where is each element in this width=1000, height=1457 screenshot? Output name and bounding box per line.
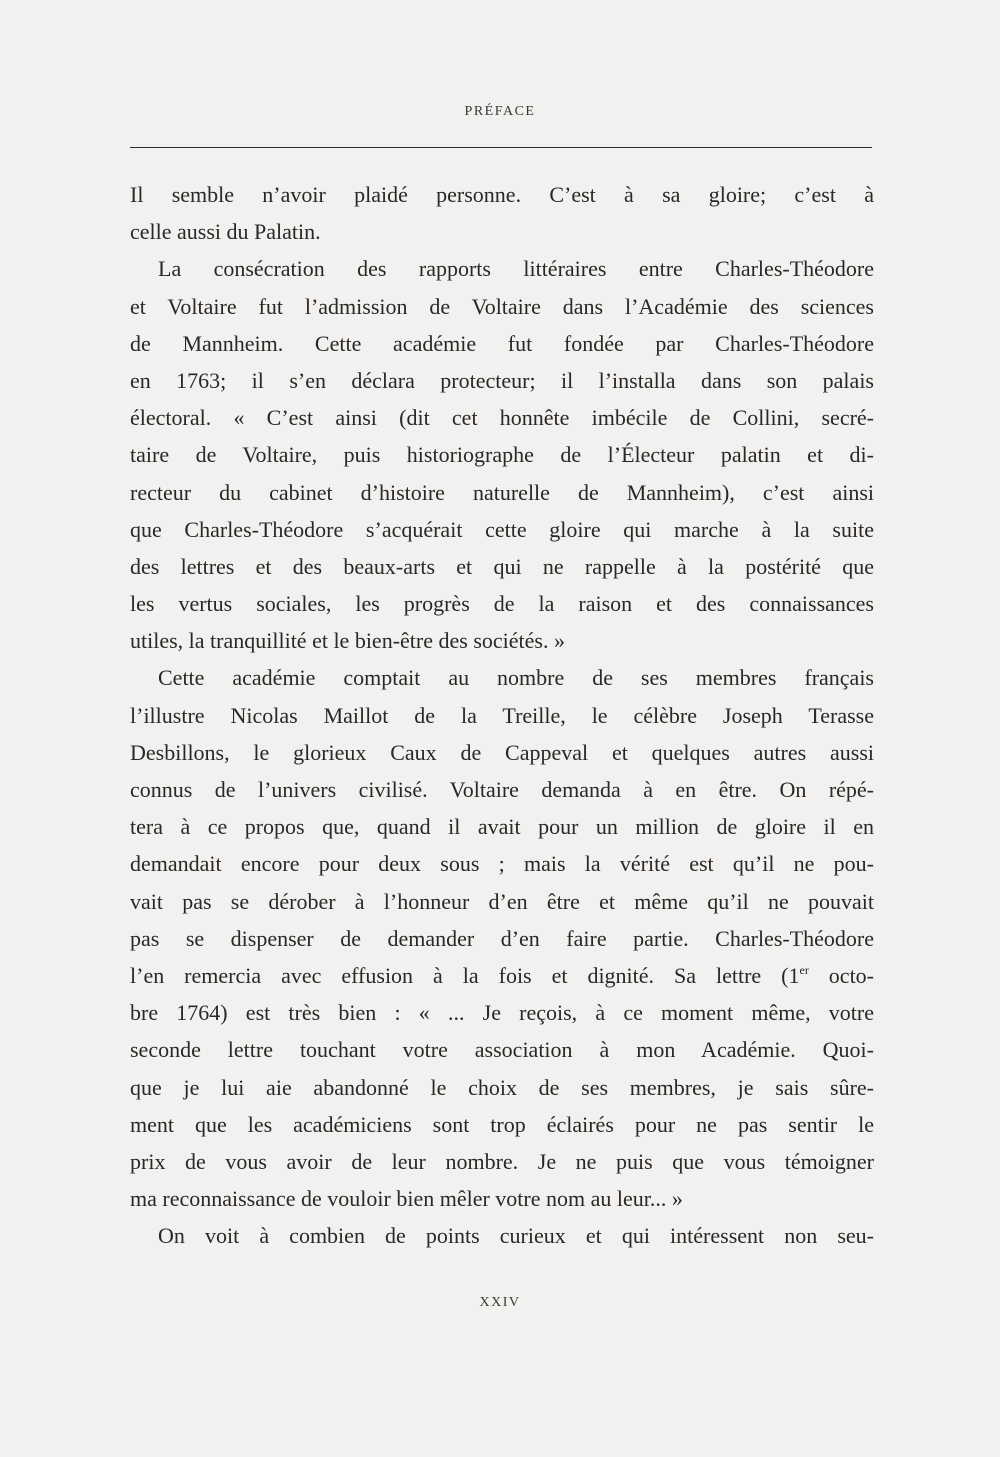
text-line: La consécration des rapports littéraires entre Charles-Théodore	[158, 256, 874, 282]
text-line: tera à ce propos que, quand il avait pour un million de gloire il en	[130, 814, 874, 840]
text-segment: octo-	[808, 962, 875, 988]
text-line-with-superscript	[130, 957, 874, 994]
text-line: l’illustre Nicolas Maillot de la Treille, le célèbre Joseph Terasse	[130, 702, 874, 728]
text-line: vait pas se dérober à l’honneur d’en être et même qu’il ne pouvait	[130, 888, 874, 914]
text-line: seconde lettre touchant votre association à mon Académie. Quoi-	[130, 1037, 874, 1063]
text-line: que je lui aie abandonné le choix de ses membres, je sais sûre-	[130, 1074, 874, 1100]
text-line: en 1763; il s’en déclara protecteur; il l’installa dans son palais	[130, 367, 874, 393]
text-line: celle aussi du Palatin.	[130, 219, 321, 245]
text-line: que Charles-Théodore s’acquérait cette gloire qui marche à la suite	[130, 516, 874, 542]
text-line: les vertus sociales, les progrès de la raison et des connaissances	[130, 591, 874, 617]
text-line: pas se dispenser de demander d’en faire partie. Charles-Théodore	[130, 925, 874, 951]
text-line: bre 1764) est très bien : « ... Je reçois, à ce moment même, votre	[130, 1000, 874, 1026]
text-line: ma reconnaissance de vouloir bien mêler votre nom au leur... »	[130, 1186, 683, 1212]
text-line: connus de l’univers civilisé. Voltaire demanda à en être. On répé-	[130, 777, 874, 802]
text-line: et Voltaire fut l’admission de Voltaire dans l’Académie des sciences	[130, 293, 874, 319]
text-line: Cette académie comptait au nombre de ses membres français	[158, 665, 874, 691]
text-segment: l’en remercia avec effusion à la fois et dignité. Sa lettre (1	[130, 962, 800, 988]
superscript: er	[799, 962, 809, 977]
page-number: XXIV	[479, 1295, 521, 1310]
text-line: prix de vous avoir de leur nombre. Je ne puis que vous témoigner	[130, 1148, 874, 1174]
text-line: Desbillons, le glorieux Caux de Cappeval et quelques autres aussi	[130, 739, 874, 765]
text-line: de Mannheim. Cette académie fut fondée par Charles-Théodore	[130, 330, 874, 356]
text-line: électoral. « C’est ainsi (dit cet honnête imbécile de Collini, secré-	[130, 405, 874, 431]
text-line: demandait encore pour deux sous ; mais la vérité est qu’il ne pou-	[130, 851, 874, 877]
text-line: Il semble n’avoir plaidé personne. C’est à sa gloire; c’est à	[130, 182, 874, 207]
body-text	[130, 176, 874, 1254]
text-line: ment que les académiciens sont trop éclairés pour ne pas sentir le	[130, 1111, 874, 1137]
text-line: recteur du cabinet d’histoire naturelle de Mannheim), c’est ainsi	[130, 479, 874, 505]
header-rule	[130, 147, 872, 148]
text-line: On voit à combien de points curieux et qui intéressent non seu-	[158, 1223, 874, 1249]
text-line: utiles, la tranquillité et le bien-être des sociétés. »	[130, 628, 565, 654]
text-line: des lettres et des beaux-arts et qui ne rappelle à la postérité que	[130, 553, 874, 579]
text-line: taire de Voltaire, puis historiographe de l’Électeur palatin et di-	[130, 442, 874, 468]
running-head: PRÉFACE	[464, 104, 536, 119]
